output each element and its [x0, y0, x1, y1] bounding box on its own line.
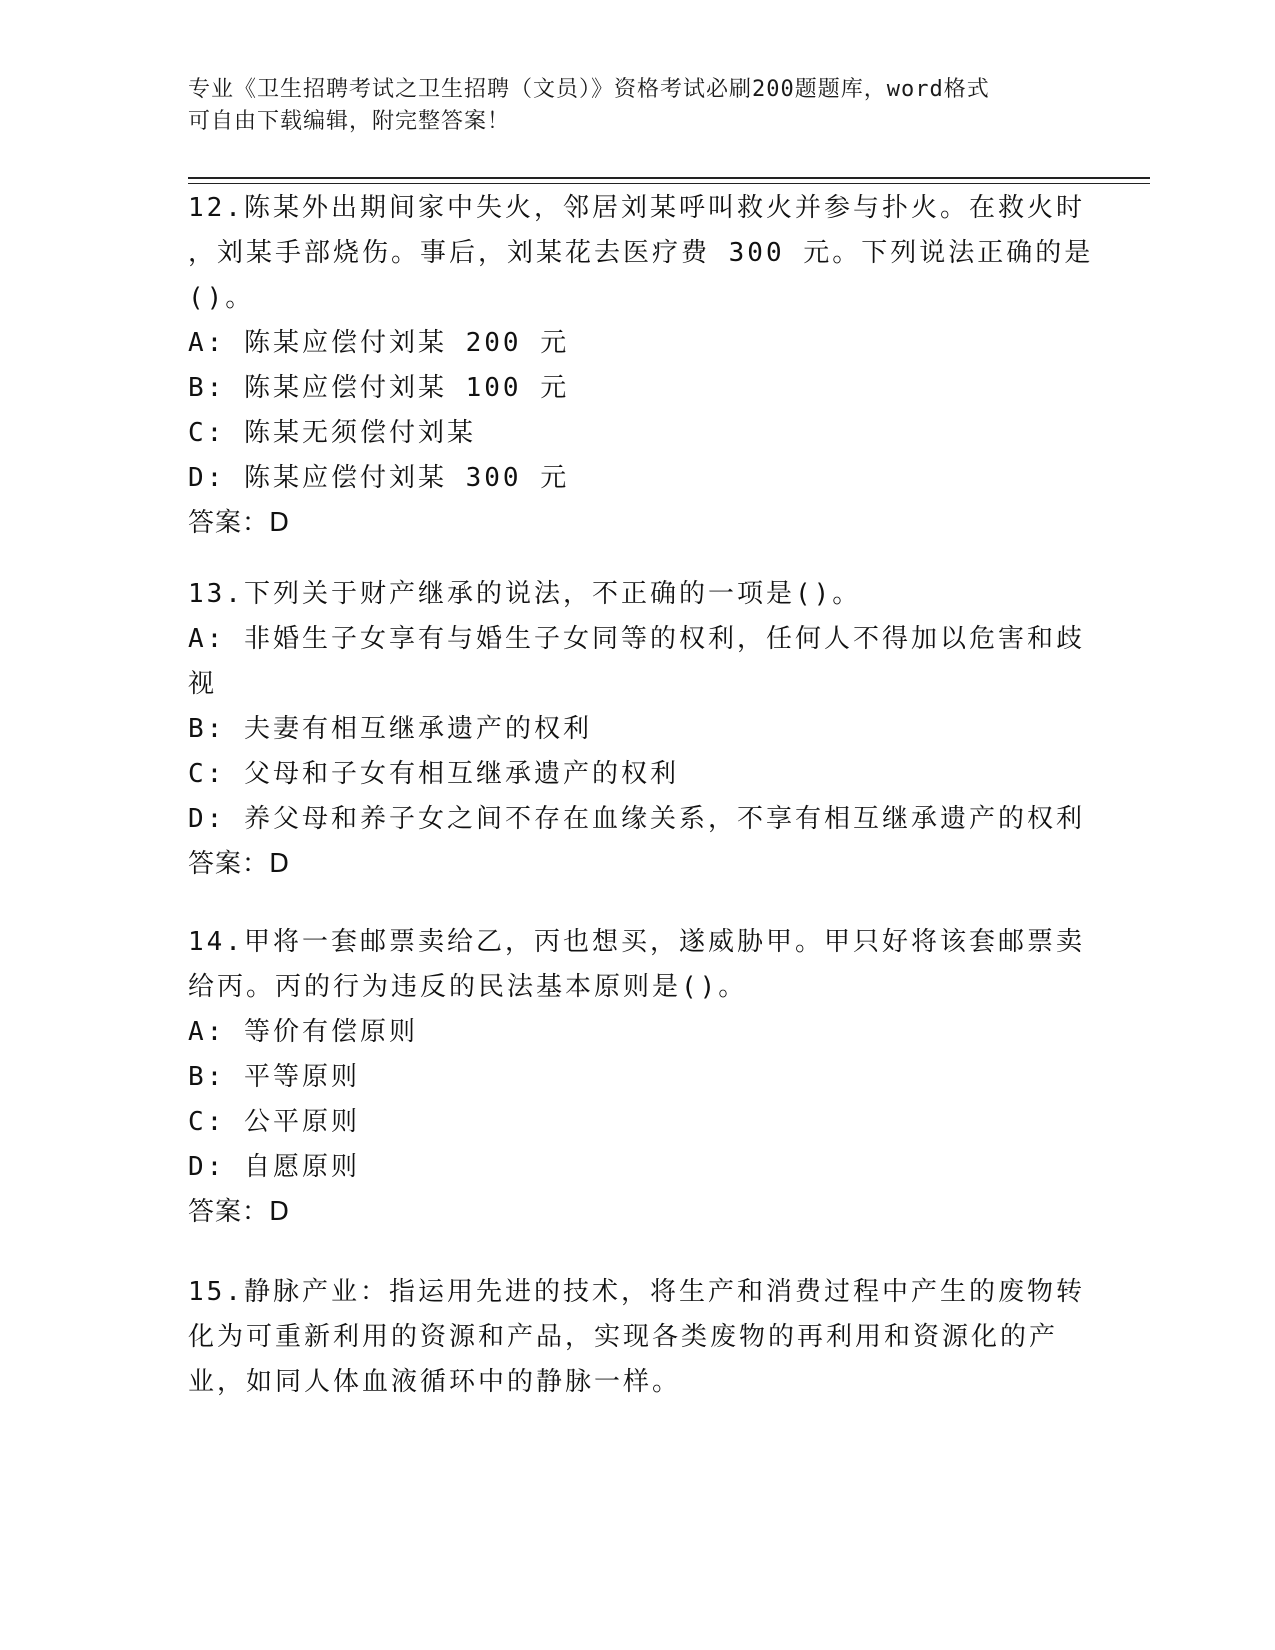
question-stem-line: ()。: [188, 283, 255, 313]
question-13: [188, 572, 1085, 887]
question-stem-line: 13.下列关于财产继承的说法，不正确的一项是()。: [188, 579, 862, 609]
option-d: D: 陈某应偿付刘某 300 元: [188, 463, 570, 493]
question-stem-line: 12.陈某外出期间家中失火，邻居刘某呼叫救火并参与扑火。在救火时: [188, 193, 1085, 223]
header-divider-thin: [188, 183, 1150, 184]
option-d: D: 养父母和养子女之间不存在血缘关系，不享有相互继承遗产的权利: [188, 804, 1085, 834]
option-b: B: 陈某应偿付刘某 100 元: [188, 373, 570, 403]
option-a-continued: 视: [188, 669, 218, 699]
option-a: A: 非婚生子女享有与婚生子女同等的权利，任何人不得加以危害和歧: [188, 624, 1085, 654]
question-14: [188, 920, 1085, 1235]
question-15: [188, 1270, 1085, 1405]
answer-label: 答案：D: [188, 508, 291, 538]
option-d: D: 自愿原则: [188, 1152, 360, 1182]
answer-label: 答案：D: [188, 849, 291, 879]
option-a: A: 陈某应偿付刘某 200 元: [188, 328, 570, 358]
header-divider-thick: [188, 177, 1150, 179]
option-b: B: 夫妻有相互继承遗产的权利: [188, 714, 592, 744]
question-12: [188, 186, 1094, 546]
document-header: [188, 74, 1068, 138]
option-c: C: 公平原则: [188, 1107, 360, 1137]
option-c: C: 父母和子女有相互继承遗产的权利: [188, 759, 679, 789]
question-stem-line: 业，如同人体血液循环中的静脉一样。: [188, 1367, 682, 1397]
question-stem-line: 15.静脉产业：指运用先进的技术，将生产和消费过程中产生的废物转: [188, 1277, 1085, 1307]
option-b: B: 平等原则: [188, 1062, 360, 1092]
question-stem-line: ，刘某手部烧伤。事后，刘某花去医疗费 300 元。下列说法正确的是: [188, 238, 1094, 268]
option-a: A: 等价有偿原则: [188, 1017, 418, 1047]
question-stem-line: 给丙。丙的行为违反的民法基本原则是()。: [188, 972, 748, 1002]
header-line-2: 可自由下载编辑，附完整答案！: [188, 109, 511, 134]
question-stem-line: 14.甲将一套邮票卖给乙，丙也想买，遂威胁甲。甲只好将该套邮票卖: [188, 927, 1085, 957]
header-line-1: 专业《卫生招聘考试之卫生招聘（文员）》资格考试必刷200题题库，word格式: [188, 77, 990, 102]
question-stem-line: 化为可重新利用的资源和产品，实现各类废物的再利用和资源化的产: [188, 1322, 1059, 1352]
answer-label: 答案：D: [188, 1197, 291, 1227]
option-c: C: 陈某无须偿付刘某: [188, 418, 476, 448]
